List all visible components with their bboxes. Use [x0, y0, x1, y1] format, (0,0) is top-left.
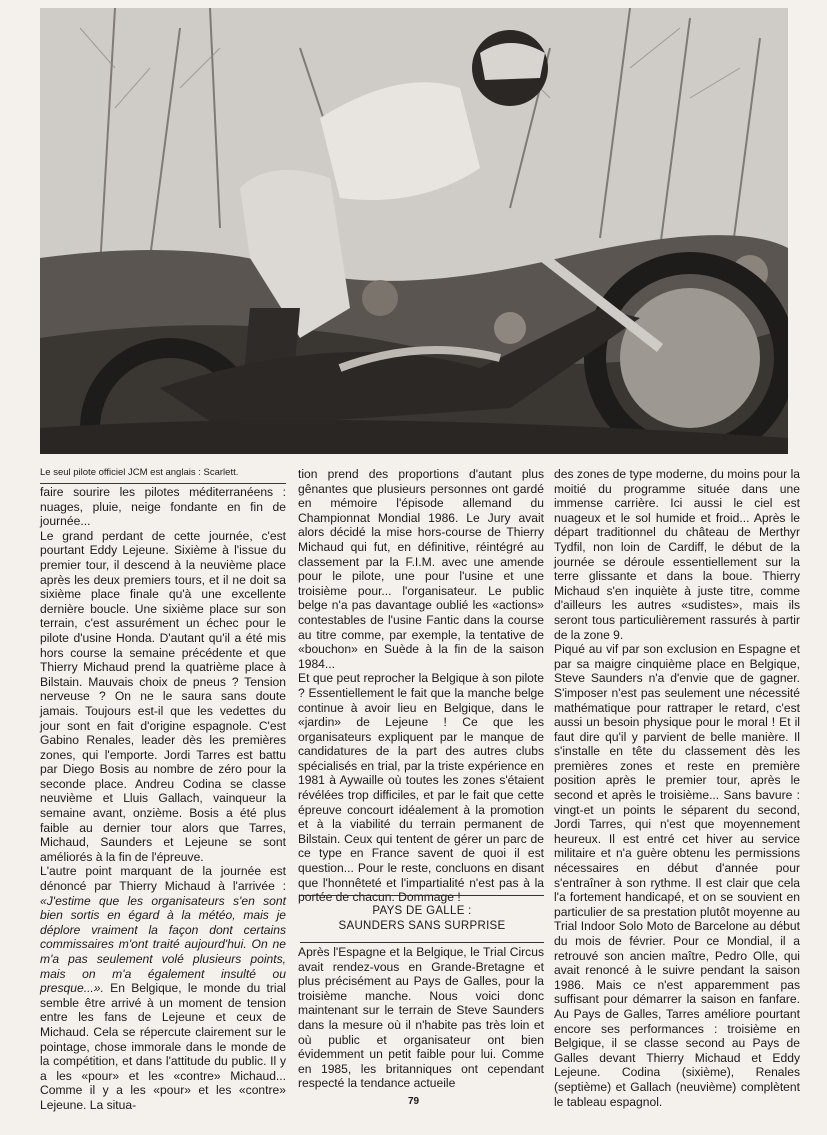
section-heading-box — [300, 895, 544, 943]
section-heading-line1: PAYS DE GALLE : — [372, 905, 472, 917]
page-number: 79 — [407, 1096, 420, 1107]
photo-illustration — [40, 8, 788, 454]
col2-paragraph-2: Et que peut reprocher la Belgique à son pilote ? Essentiellement le fait que la manche belge continue à avoir lieu en Belgique, dans le «jardin» de Lejeune ! Ce que les organisateurs expliquent par le manque de candidatures de la part des autres clubs spécialisés en trial, par la triste expérience en 1981 à Aywaille où toutes les zones s'étaient révélées trop difficiles, et par le fait que cette épreuve concourt idéalement à la promotion et à la viabilité du terrain permanent de Bilstain. Ceux qui tentent de gérer un parc de ce type en France savent de quoi il est question... Pour le reste, concluons en disant que l'honnêteté et l'impartialité n'est pas à la portée de chacun. Dommage ! — [298, 671, 544, 905]
col3-paragraph-2: Piqué au vif par son exclusion en Espagne et par sa maigre cinquième place en Belgique, Steve Saunders n'a d'envie que de gagner. S'imposer n'est pas seulement une nécessité mathématique pour rattraper le retard, c'est aussi un besoin physique pour le moral ! Et il faut dire qu'il y parvient de belle manière. Il s'installe en tête du classement dès les premières zones et reste en première position après le premier tour, après le second et après le troisième... Sans bavure : vingt-et un points le séparent du second, Jordi Tarres, qui n'est que moyennement heureux. Il est entré cet hiver au service militaire et n'a guère obtenu les permissions nécessaires en début d'année pour s'entraîner à son rythme. Il est clair que cela l'a fortement handicapé, et on se souvient en particulier de sa prestation plutôt moyenne au Trial Indoor Solo Moto de Barcelone au début du mois de février. Pour ce Mondial, il a retrouvé son ancien maître, Pedro Olle, qui avait renoncé à le suivre pendant la saison 1986. Mais ce n'est apparemment pas suffisant pour démarrer la saison en fanfare. Au Pays de Galles, Tarres améliore pourtant encore ses performances : troisième en Belgique, il se classe second au Pays de Galles devant Thierry Michaud et Eddy Lejeune. Codina (sixième), Renales (septième) et Gallach (neuvième) complètent le tableau espagnol. — [554, 642, 800, 1109]
col2-paragraph-3: Après l'Espagne et la Belgique, le Trial Circus avait rendez-vous en Grande-Bretagne et plus précisément au Pays de Galles, pour la troisième manche. Nous voici donc maintenant sur le terrain de Steve Saunders dans la mesure où il n'habite pas très loin et où public et organisateur ont bien évidemment un petit faible pour lui. Comme en 1985, les britanniques ont cependant respecté la tendance actueile — [298, 945, 544, 1091]
column-2-continued — [298, 945, 544, 1091]
motorcycle-trial-photo — [40, 8, 788, 454]
col1-quote: «J'estime que les organisateurs s'en sont bien sortis en égard à la météo, mais je déplore vraiment la façon dont certains commissaires m'ont traité aujourd'hui. On ne m'a pas seulement volé plusieurs points, mais on m'a également insulté ou presque...». — [40, 893, 286, 996]
column-2 — [298, 467, 544, 905]
photo-caption: Le seul pilote officiel JCM est anglais : Scarlett. — [40, 467, 239, 478]
caption-rule — [40, 483, 286, 484]
col1-p3-intro: L'autre point marquant de la journée est dénoncé par Thierry Michaud à l'arrivée : — [40, 864, 286, 894]
col1-paragraph-2: Le grand perdant de cette journée, c'est pourtant Eddy Lejeune. Sixième à l'issue du premier tour, il descend à la neuvième place après les deux premiers tours, et il ne doit sa sixième place finale qu'à une excellente dernière boucle. Une sixième place sur son terrain, c'est assurément un échec pour le pilote d'usine Honda. D'autant qu'il a été mis hors course la semaine précédente et que Thierry Michaud prend la quatrième place à Bilstain. Mauvais choix de pneus ? Tension nerveuse ? On ne le saura sans doute jamais. Toujours est-il que les vedettes du jour sont en fait d'origine espagnole. C'est Gabino Renales, leader dès les premières zones, qui l'emporte. Jordi Tarres est battu par Diego Bosis au nombre de zéro pour la seconde place. Andreu Codina se classe neuvième et Lluis Gallach, vainqueur la semaine avant, onzième. Bosis a été plus faible au dernier tour alors que Tarres, Michaud, Saunders et Lejeune se sont améliorés à la fin de l'épreuve. — [40, 528, 286, 864]
col1-paragraph-1: faire sourire les pilotes méditerranéens : nuages, pluie, neige fondante en fin de journée... — [40, 485, 286, 529]
section-heading-line2: SAUNDERS SANS SURPRISE — [338, 920, 506, 932]
col1-paragraph-3 — [40, 864, 286, 1112]
col2-paragraph-1: tion prend des proportions d'autant plus gênantes que plusieurs personnes ont gardé en mémoire l'épisode allemand du Championnat Mondial 1986. Le Jury avait alors décidé la mise hors-course de Thierry Michaud qui fut, en définitive, réintégré au classement par la F.I.M. avec une amende pour le pilote, une pour l'usine et une troisième pour... l'organisateur. Le public belge n'a pas davantage oublié les «actions» contestables de l'usine Fantic dans la course au titre comme, par exemple, la tentative de «bouchon» en Suède à la fin de la saison 1984... — [298, 467, 544, 671]
col3-paragraph-1: des zones de type moderne, du moins pour la moitié du programme située dans une immense carrière. Ici aussi le ciel est nuageux et le sol humide et froid... Après le départ traditionnel du château de Merthyr Tydfil, non loin de Cardiff, le début de la journée se déroule essentiellement sur la terre glissante et dans la boue. Thierry Michaud s'en inquiète à juste titre, comme d'ailleurs les autres «sudistes», mais ils seront tous particulièrement rassurés à partir de la zone 9. — [554, 467, 800, 642]
col1-p3-after-quote: En Belgique, le monde du trial semble être arrivé à un moment de tension entre les fans de Lejeune et ceux de Michaud. Cela se répercute clairement sur le pointage, chose immorale dans le monde de la compétition, et dans l'attitude du public. Il y a les «pour» et les «contre» Michaud... Comme il y a les «pour» et les «contre» Lejeune. La situa- — [40, 981, 286, 1112]
column-3 — [554, 467, 800, 1109]
column-1 — [40, 485, 286, 1113]
